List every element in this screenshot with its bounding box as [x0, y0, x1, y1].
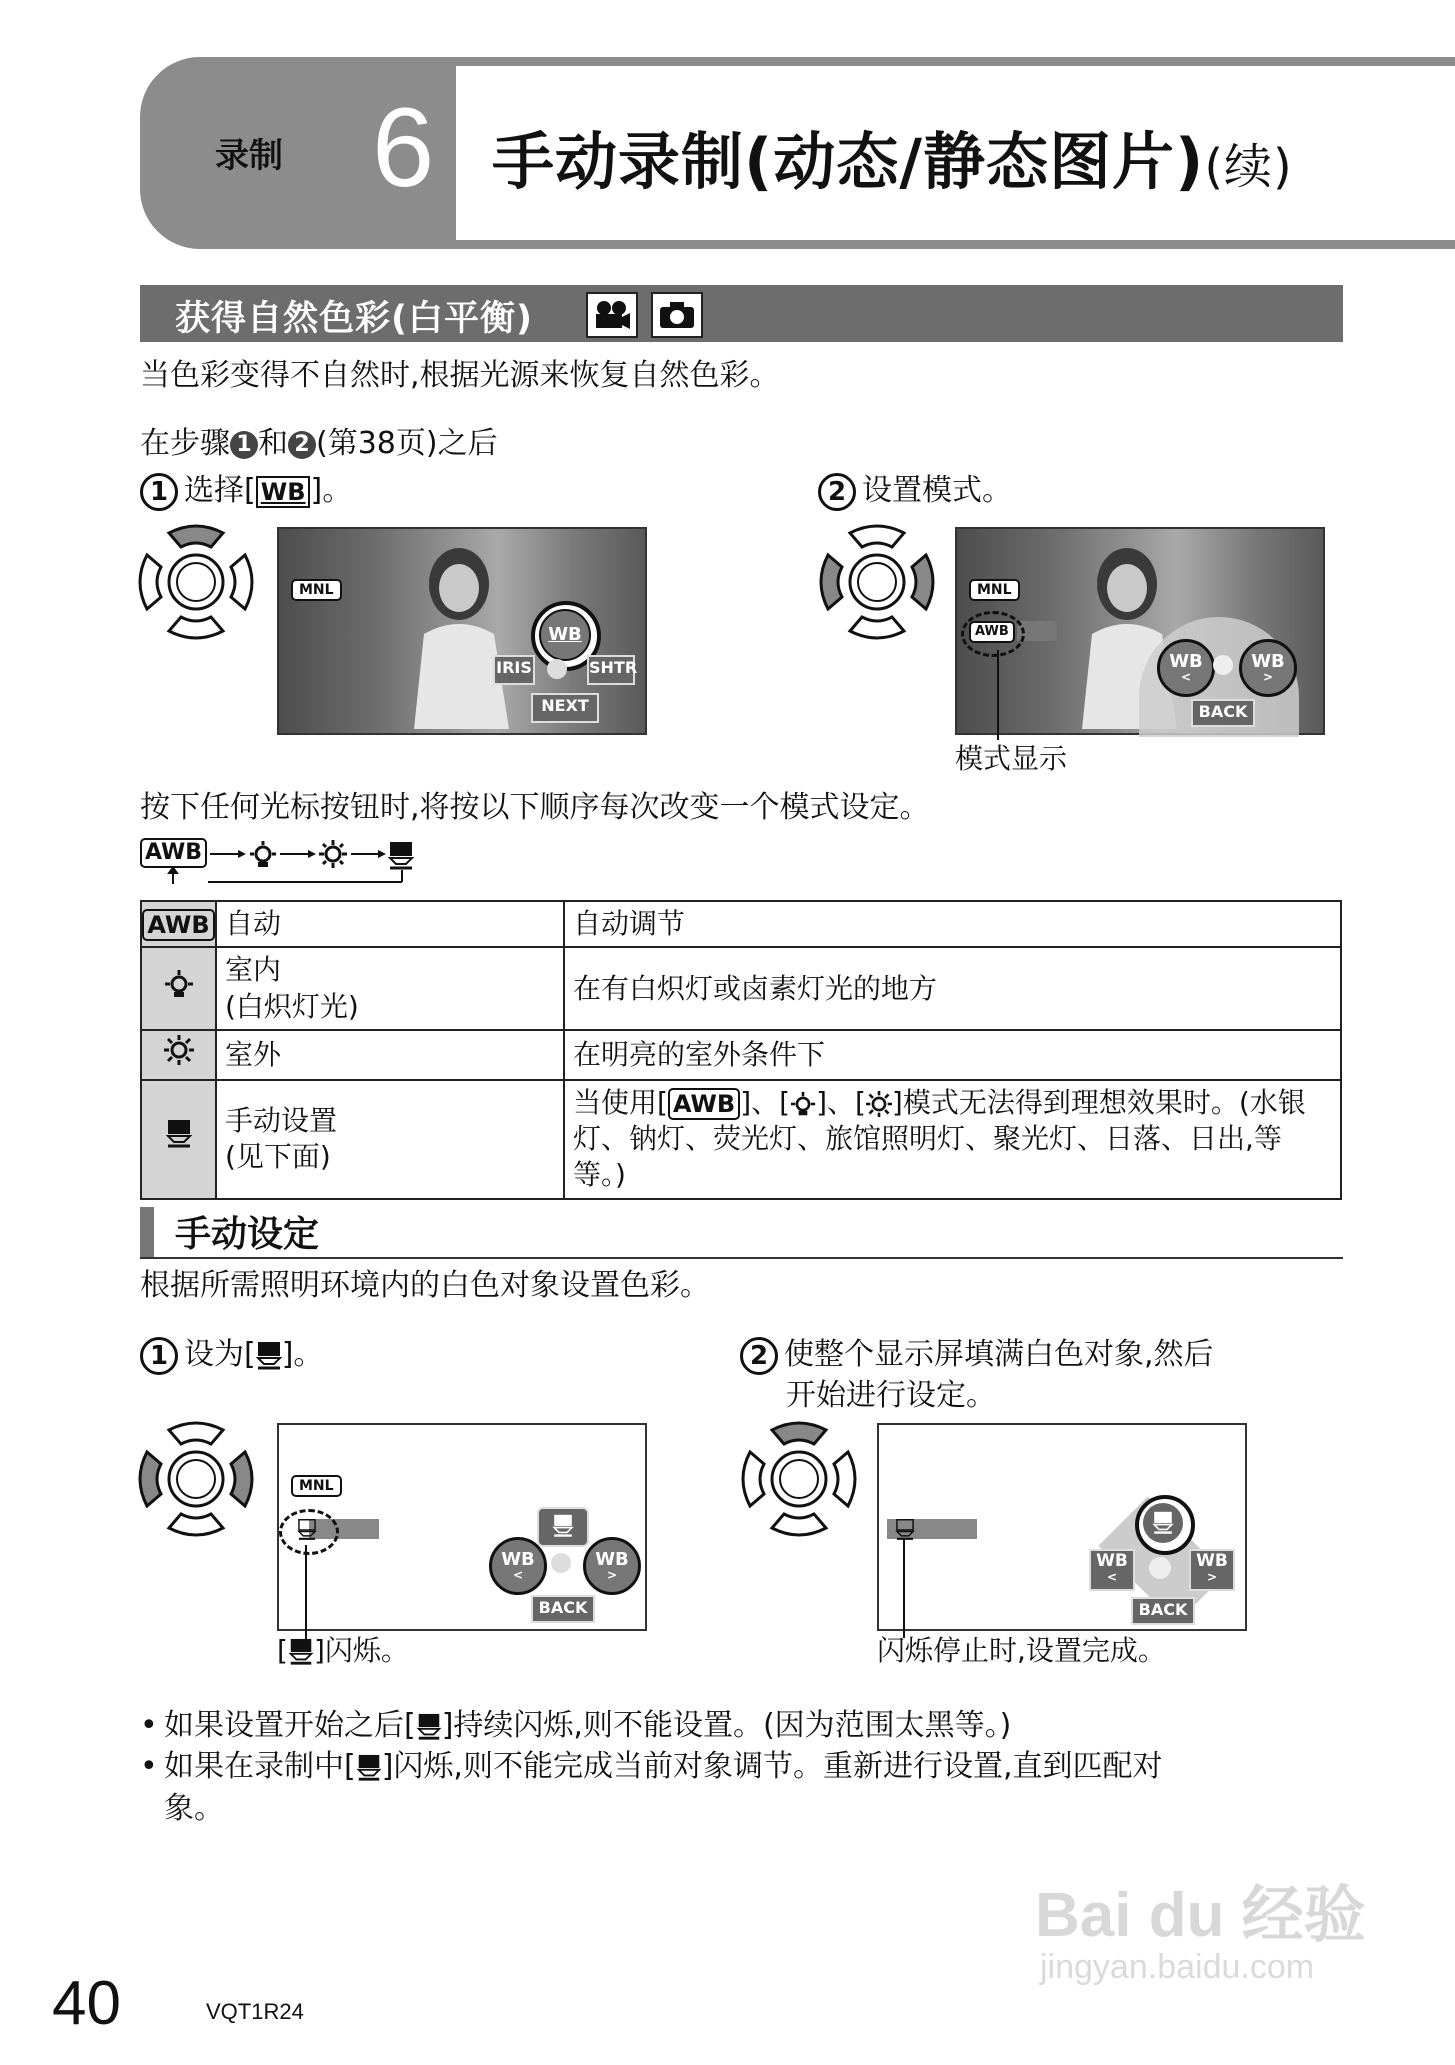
row-icon-cell [141, 1030, 216, 1079]
movie-mode-icon [586, 292, 638, 338]
iris-button[interactable]: IRIS [493, 655, 535, 685]
step-ref-2: 2 [288, 431, 316, 459]
lcd-screen-4 [877, 1423, 1247, 1631]
awb-indicator: AWB [969, 621, 1015, 643]
step-number: 1 [140, 473, 178, 511]
blink-caption: [ ]闪烁。 [277, 1634, 409, 1667]
outdoor-icon [164, 1035, 194, 1065]
step-ref-1: 1 [230, 431, 258, 459]
manual-icon [288, 1638, 314, 1666]
wb-icon: WB [256, 476, 311, 508]
table-row [141, 901, 1341, 947]
page-number: 40 [52, 1969, 121, 2038]
joystick-up-icon [740, 1420, 858, 1538]
lcd-screen-2 [955, 527, 1325, 735]
mode-display-caption: 模式显示 [955, 742, 1068, 775]
step1-select-wb: 1 选择[ WB ]。 [140, 471, 352, 512]
manual-icon [551, 1514, 575, 1538]
manual-icon [166, 1119, 192, 1149]
mnl-indicator: MNL [291, 1475, 342, 1497]
manual-icon [893, 1519, 917, 1541]
wb-right-button[interactable]: WB > [583, 1537, 641, 1595]
caption-leader [305, 1545, 307, 1640]
manual-set-button[interactable] [1143, 1503, 1183, 1543]
step-number: 2 [818, 473, 856, 511]
mode-description: 在有白炽灯或卤素灯光的地方 [564, 947, 1341, 1030]
mode-name: 手动设置 (见下面) [216, 1080, 564, 1199]
manual-step1: 1 设为[ ]。 [140, 1335, 323, 1376]
dial-center [551, 1553, 571, 1573]
row-icon-cell [141, 947, 216, 1030]
mode-name: 室内 (白炽灯光) [216, 947, 564, 1030]
step-number: 1 [140, 1337, 178, 1375]
step2-set-mode: 2 设置模式。 [818, 471, 1012, 512]
table-row [141, 947, 1341, 1030]
wb-left-button[interactable]: WB < [489, 1537, 547, 1595]
cycle-return-arrow-icon [167, 866, 179, 884]
manual-set-button[interactable] [537, 1507, 589, 1547]
mode-name: 室外 [216, 1030, 564, 1079]
caption-leader [903, 1538, 905, 1638]
photo-mode-icon [651, 292, 703, 338]
row-icon-cell [141, 1080, 216, 1199]
back-button[interactable]: BACK [1191, 699, 1255, 727]
baidu-watermark-url: jingyan.baidu.com [1040, 1948, 1315, 1986]
back-button[interactable]: BACK [1131, 1597, 1195, 1625]
next-button[interactable]: NEXT [531, 693, 599, 723]
mode-description: 当使用[ AWB ]、[ ]、[ ]模式无法得到理想效果时。(水银 灯、钠灯、荧光灯、旅馆照明灯、聚光灯、日落、日出,等等。) [564, 1080, 1341, 1199]
subsection-rule [140, 1257, 1343, 1259]
document-code: VQT1R24 [206, 1999, 304, 2024]
list-item: • 如果在录制中[ ]闪烁,则不能完成当前对象调节。重新进行设置,直到匹配对 象。 [140, 1749, 1163, 1826]
intro-text: 当色彩变得不自然时,根据光源来恢复自然色彩。 [140, 358, 780, 393]
step-number: 2 [740, 1337, 778, 1375]
joystick-left-right-icon [137, 1420, 255, 1538]
mnl-indicator: MNL [969, 579, 1020, 601]
mode-cycle-diagram [140, 838, 440, 898]
section-label: 录制 [215, 136, 283, 176]
cycle-description: 按下任何光标按钮时,将按以下顺序每次改变一个模式设定。 [140, 790, 930, 825]
wb-button[interactable]: WB [539, 609, 591, 661]
white-balance-table [140, 900, 1342, 1200]
mnl-indicator: MNL [291, 579, 342, 601]
list-item: • 如果设置开始之后[ ]持续闪烁,则不能设置。(因为范围太黑等。) [140, 1708, 1012, 1743]
person-photo [399, 544, 519, 729]
notes-list [140, 1705, 1350, 1829]
joystick-left-right-icon [818, 523, 936, 641]
awb-mode-icon: AWB [142, 909, 214, 941]
row-icon-cell [141, 901, 216, 947]
mode-description: 在明亮的室外条件下 [564, 1030, 1341, 1079]
wb-left-button[interactable]: WB < [1089, 1549, 1135, 1591]
outdoor-icon [866, 1091, 892, 1117]
section-heading: 获得自然色彩(白平衡) [175, 299, 533, 339]
subsection-heading: 手动设定 [175, 1214, 320, 1255]
manual-icon [295, 1519, 319, 1541]
mode-description: 自动调节 [564, 901, 1341, 947]
dial-center [1213, 655, 1233, 675]
chapter-number: 6 [372, 85, 435, 210]
shtr-button[interactable]: SHTR [587, 655, 635, 685]
manual-set-ring [1135, 1495, 1195, 1555]
manual-icon [1152, 1511, 1174, 1535]
wb-left-button[interactable]: WB < [1157, 639, 1215, 697]
joystick-up-icon [137, 523, 255, 641]
indoor-icon [790, 1091, 816, 1117]
after-steps-text: 在步骤 1 和 2 (第38页)之后 [140, 426, 498, 461]
indoor-icon [164, 969, 194, 999]
manual-intro: 根据所需照明环境内的白色对象设置色彩。 [140, 1268, 710, 1303]
manual-icon [356, 1754, 382, 1782]
manual-icon [416, 1713, 442, 1741]
table-row [141, 1030, 1341, 1079]
wb-right-button[interactable]: WB > [1239, 639, 1297, 697]
manual-icon [256, 1341, 282, 1371]
dial-center [547, 659, 567, 679]
mode-name: 自动 [216, 901, 564, 947]
table-row [141, 1080, 1341, 1199]
manual-step2: 2 使整个显示屏填满白色对象,然后 开始进行设定。 [740, 1335, 1214, 1416]
header-rule [456, 57, 1455, 66]
dial-center [1149, 1557, 1171, 1579]
awb-mode-icon: AWB [668, 1088, 740, 1120]
lcd-screen-3 [277, 1423, 647, 1631]
awb-mode-icon: AWB [140, 838, 207, 868]
wb-right-button[interactable]: WB > [1189, 1549, 1235, 1591]
cycle-arrows-icon [208, 840, 438, 898]
lcd-screen-1 [277, 527, 647, 735]
caption-leader [997, 650, 999, 740]
baidu-watermark: Bai du 经验 [1035, 1881, 1366, 1950]
complete-caption: 闪烁停止时,设置完成。 [877, 1634, 1166, 1667]
back-button[interactable]: BACK [531, 1595, 595, 1623]
title-continued: (续) [1204, 139, 1293, 195]
subsection-marker [140, 1207, 154, 1257]
page-title: 手动录制(动态/静态图片)(续) [492, 125, 1293, 198]
